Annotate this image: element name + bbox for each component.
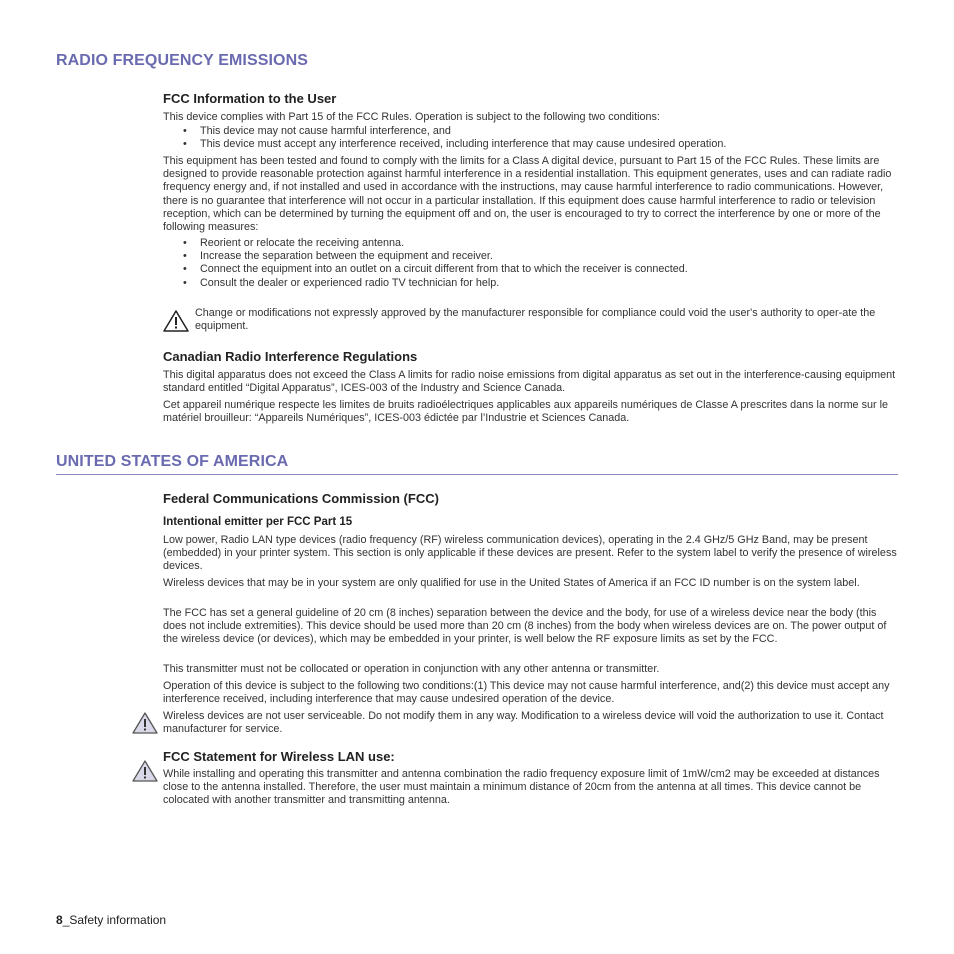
subheading-intentional-emitter: Intentional emitter per FCC Part 15 (163, 516, 353, 528)
page-number: 8 (56, 913, 63, 927)
caution-exposure-limit-text: While installing and operating this transmitter and antenna combination the radio frequency exposure limit of 1mW/cm2 may be exceeded at distances close to the antenna installed. Therefore, the user must maintain a minimum distance of 20cm from the antenna at all times. This device cannot be colocated with another transmitter and transmitting antenna. (163, 768, 880, 807)
canadian-french-text: Cet appareil numérique respecte les limites de bruits radioélectriques applicables aux appareils numériques de Classe A prescrites dans la norme sur le matériel brouilleur: “Appareils Numériques”, ICES-003 édictée par l’Industrie et Sciences Canada. (163, 399, 888, 425)
list-item: • This device may not cause harmful interference, and (163, 125, 899, 138)
fcc-para-separation: The FCC has set a general guideline of 20 cm (8 inches) separation between the device and the body, for use of a wireless device near the body (this does not include extremities). This device should be used more than 20 cm (8 inches) from the body when wireless devices are on. The power output of the wireless device (or devices), which may be embedded in your printer, is well below the RF exposure limits as set by the FCC. (163, 607, 887, 646)
warning-icon (163, 310, 189, 337)
warning-icon (132, 712, 158, 739)
section-title-radio-frequency-emissions: RADIO FREQUENCY EMISSIONS (56, 52, 309, 69)
fcc-conditions-list (163, 125, 899, 151)
heading-canadian-regulations: Canadian Radio Interference Regulations (163, 349, 418, 364)
page-footer (56, 913, 166, 927)
list-item: • This device must accept any interference received, including interference that may cause undesired operation. (163, 138, 899, 151)
warning-icon (132, 760, 158, 787)
caution-wireless-service-text: Wireless devices are not user serviceable. Do not modify them in any way. Modification to a wireless device will void the authorization to use it. Contact manufacturer for service. (163, 710, 884, 736)
section-title-united-states: UNITED STATES OF AMERICA (56, 453, 289, 470)
fcc-para-fcc-id: Wireless devices that may be in your system are only qualified for use in the United States of America if an FCC ID number is on the system label. (163, 577, 860, 589)
fcc-measures-list (163, 237, 899, 290)
list-item: • Increase the separation between the equipment and receiver. (163, 250, 899, 263)
heading-wireless-lan: FCC Statement for Wireless LAN use: (163, 749, 395, 764)
caution-modifications-text: Change or modifications not expressly approved by the manufacturer responsible for compliance could void the user's authority to oper-ate the equipment. (195, 307, 876, 333)
heading-fcc-information: FCC Information to the User (163, 91, 337, 106)
list-item: • Reorient or relocate the receiving antenna. (163, 237, 899, 250)
fcc-intro-text: This device complies with Part 15 of the FCC Rules. Operation is subject to the following two conditions: (163, 111, 660, 123)
footer-label: _Safety information (62, 913, 167, 927)
section-divider (56, 474, 898, 475)
canadian-english-text: This digital apparatus does not exceed the Class A limits for radio noise emissions from digital apparatus as set out in the interference-causing equipment standard entitled “Digital Apparatus”, ICES-003 of the Industry and Science Canada. (163, 369, 896, 395)
list-item: • Connect the equipment into an outlet on a circuit different from that to which the receiver is connected. (163, 263, 899, 276)
heading-fcc-commission: Federal Communications Commission (FCC) (163, 491, 439, 506)
fcc-para-conditions: Operation of this device is subject to the following two conditions:(1) This device may not cause harmful interference, and(2) this device must accept any interference received, including interference that may cause undesired operation of the device. (163, 680, 890, 706)
fcc-body-text: This equipment has been tested and found to comply with the limits for a Class A digital device, pursuant to Part 15 of the FCC Rules. These limits are designed to provide reasonable protection against harmful interference in a residential installation. This equipment generates, uses and can radiate radio frequency energy and, if not installed and used in accordance with the instructions, may cause harmful interference to radio communications. However, there is no guarantee that interference will not occur in a particular installation. If this equipment does cause harmful interference to radio or television reception, which can be determined by turning the equipment off and on, the user is encouraged to try to correct the interference by one or more of the following measures: (163, 155, 892, 234)
fcc-para-collocation: This transmitter must not be collocated or operation in conjunction with any other antenna or transmitter. (163, 663, 660, 675)
fcc-para-radio-lan: Low power, Radio LAN type devices (radio frequency (RF) wireless communication devices), operating in the 2.4 GHz/5 GHz Band, may be present (embedded) in your printer system. This section is only applicable if these devices are present. Refer to the system label to verify the presence of wireless devices. (163, 534, 897, 573)
list-item: • Consult the dealer or experienced radio TV technician for help. (163, 277, 899, 290)
